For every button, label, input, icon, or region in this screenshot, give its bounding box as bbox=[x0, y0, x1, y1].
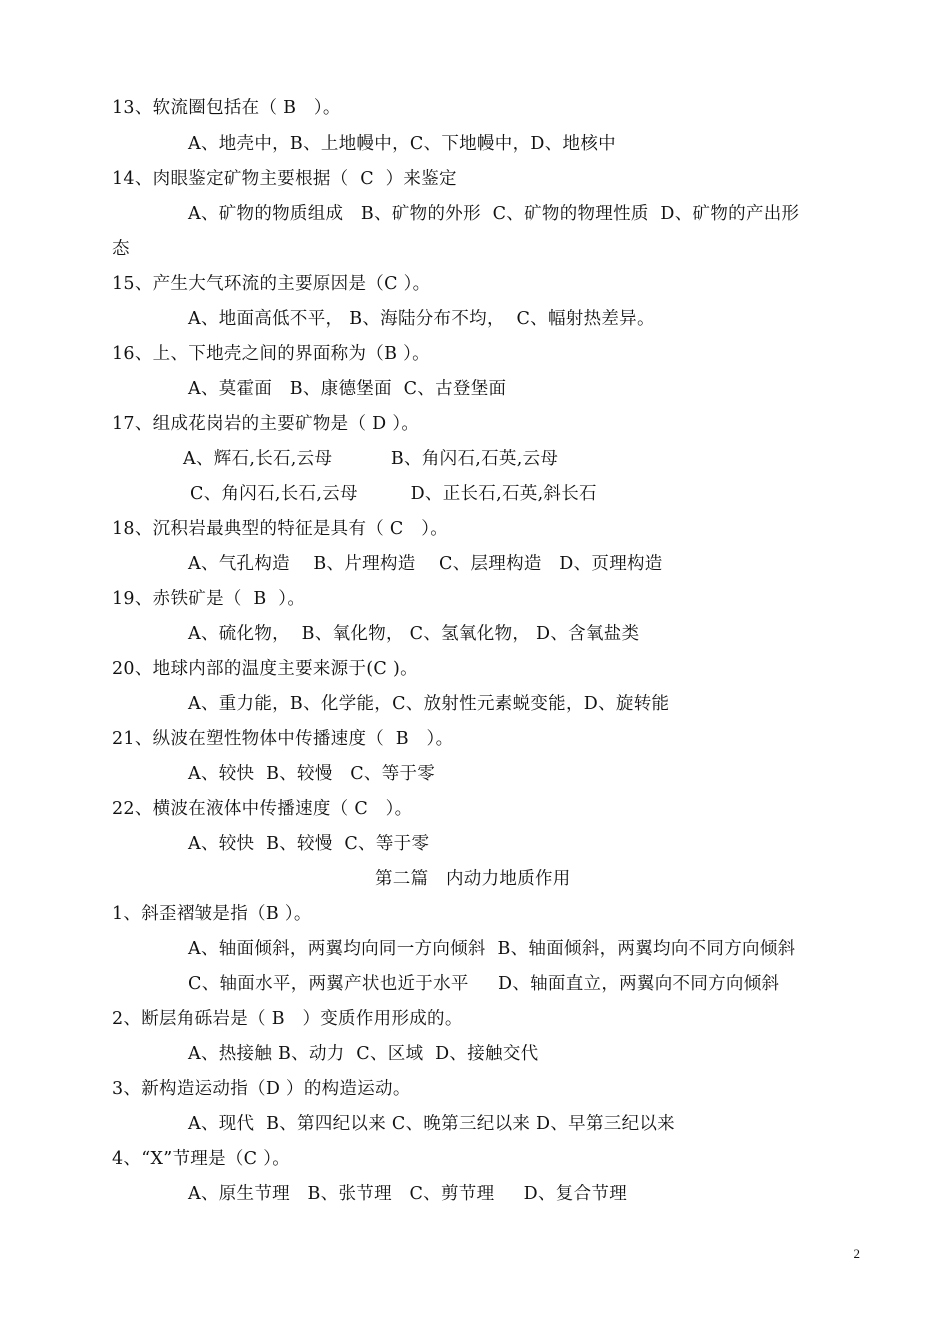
page-number: 2 bbox=[853, 1246, 860, 1261]
question-15-options: A、地面高低不平， B、海陆分布不均， C、幅射热差异。 bbox=[188, 309, 655, 329]
question-22: 22、横波在液体中传播速度（ C ）。 bbox=[112, 799, 413, 819]
question-22-options: A、较快 B、较慢 C、等于零 bbox=[188, 834, 430, 854]
question-18: 18、沉积岩最典型的特征是具有（ C ）。 bbox=[112, 519, 449, 539]
question-13-options: A、地壳中，B、上地幔中，C、下地幔中，D、地核中 bbox=[188, 134, 616, 154]
question-15: 15、产生大气环流的主要原因是（C ）。 bbox=[112, 274, 431, 294]
question-21-options: A、较快 B、较慢 C、等于零 bbox=[188, 764, 436, 784]
question-3: 3、新构造运动指（D ）的构造运动。 bbox=[112, 1079, 411, 1099]
question-14: 14、肉眼鉴定矿物主要根据（ C ）来鉴定 bbox=[112, 169, 457, 189]
question-19: 19、赤铁矿是（ B ）。 bbox=[112, 589, 306, 609]
question-19-options: A、硫化物， B、氧化物， C、氢氧化物， D、含氧盐类 bbox=[188, 624, 640, 644]
question-17-options-ab: A、辉石,长石,云母 B、角闪石,石英,云母 bbox=[183, 449, 559, 469]
question-2: 2、断层角砾岩是（ B ）变质作用形成的。 bbox=[112, 1009, 463, 1029]
question-13: 13、软流圈包括在（ B ）。 bbox=[112, 98, 341, 118]
question-17-options-cd: C、角闪石,长石,云母 D、正长石,石英,斜长石 bbox=[190, 484, 597, 504]
question-16: 16、上、下地壳之间的界面称为（B ）。 bbox=[112, 344, 430, 364]
section-heading: 第二篇 内动力地质作用 bbox=[375, 869, 571, 889]
question-2-options: A、热接触 B、动力 C、区域 D、接触交代 bbox=[188, 1044, 539, 1064]
question-20: 20、地球内部的温度主要来源于(C )。 bbox=[112, 659, 418, 679]
question-4: 4、“X”节理是（C ）。 bbox=[112, 1149, 291, 1169]
question-17: 17、组成花岗岩的主要矿物是（ D ）。 bbox=[112, 414, 420, 434]
question-14-options-cont: 态 bbox=[112, 239, 130, 259]
question-1: 1、斜歪褶皱是指（B ）。 bbox=[112, 904, 312, 924]
question-16-options: A、莫霍面 B、康德堡面 C、古登堡面 bbox=[188, 379, 507, 399]
question-1-options-ab: A、轴面倾斜，两翼均向同一方向倾斜 B、轴面倾斜，两翼均向不同方向倾斜 bbox=[188, 939, 796, 959]
question-4-options: A、原生节理 B、张节理 C、剪节理 D、复合节理 bbox=[188, 1184, 628, 1204]
question-3-options: A、现代 B、第四纪以来 C、晚第三纪以来 D、早第三纪以来 bbox=[188, 1114, 675, 1134]
question-18-options: A、气孔构造 B、片理构造 C、层理构造 D、页理构造 bbox=[188, 554, 663, 574]
question-14-options: A、矿物的物质组成 B、矿物的外形 C、矿物的物理性质 D、矿物的产出形 bbox=[188, 204, 800, 224]
question-20-options: A、重力能，B、化学能，C、放射性元素蜕变能，D、旋转能 bbox=[188, 694, 670, 714]
question-21: 21、纵波在塑性物体中传播速度（ B ）。 bbox=[112, 729, 454, 749]
question-1-options-cd: C、轴面水平，两翼产状也近于水平 D、轴面直立，两翼向不同方向倾斜 bbox=[188, 974, 780, 994]
